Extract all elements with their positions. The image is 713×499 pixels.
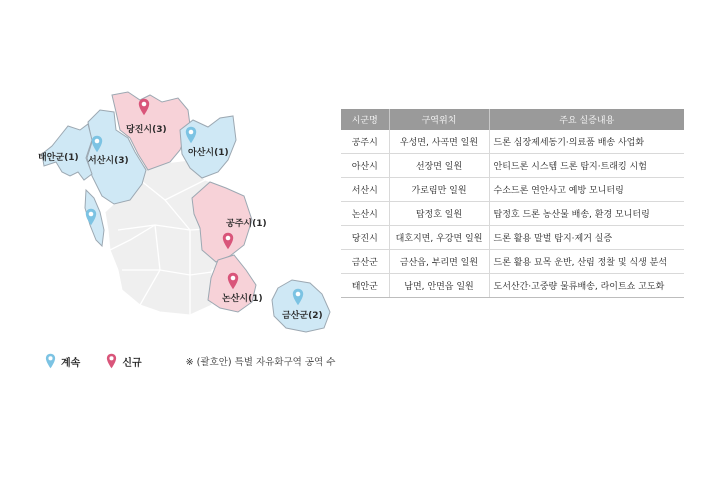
legend-note: ※ (괄호안) 특별 자유화구역 공역 수 [185,357,336,368]
label-asan: 아산시(1) [188,148,229,158]
table-row [341,178,684,202]
label-geumsan: 금산군(2) [282,311,323,321]
cell-location: 대호지면, 우강면 일원 [389,226,489,250]
new-pin-icon [106,353,117,369]
cell-location: 탑정호 일원 [389,202,489,226]
cell-city: 논산시 [341,202,389,226]
cell-content: 드론 활용 묘목 운반, 산림 정찰 및 식생 분석 [489,250,684,274]
table-row [341,130,684,154]
cell-content: 도서산간·고중량 물류배송, 라이트쇼 고도화 [489,274,684,298]
label-gongju: 공주시(1) [226,219,267,229]
legend-continuing [45,353,80,369]
cell-content: 드론 활용 말벌 탐지·제거 실증 [489,226,684,250]
label-taean: 태안군(1) [38,153,79,163]
continuing-pin-icon [45,353,56,369]
header-location: 구역위치 [389,109,489,130]
region-taean-north [42,124,92,180]
cell-city: 당진시 [341,226,389,250]
cell-location: 선장면 일원 [389,154,489,178]
table-row [341,202,684,226]
legend-continuing-label: 계속 [61,357,81,369]
map-legend [45,353,335,369]
table-row [341,250,684,274]
cell-content: 탑정호 드론 농산물 배송, 환경 모니터링 [489,202,684,226]
cell-city: 금산군 [341,250,389,274]
cell-content: 수소드론 연안사고 예방 모니터링 [489,178,684,202]
legend-new [106,353,141,369]
header-content: 주요 실증내용 [489,109,684,130]
region-geumsan [272,280,330,332]
chungnam-map [30,80,340,350]
cell-city: 아산시 [341,154,389,178]
cell-city: 태안군 [341,274,389,298]
cell-city: 공주시 [341,130,389,154]
cell-location: 우성면, 사곡면 일원 [389,130,489,154]
legend-new-label: 신규 [122,357,142,369]
cell-city: 서산시 [341,178,389,202]
table-header-row [341,109,684,130]
label-seosan: 서산시(3) [88,156,129,166]
table-row [341,154,684,178]
cell-location: 가로림만 일원 [389,178,489,202]
cell-location: 남면, 안면읍 일원 [389,274,489,298]
zone-table [341,109,684,298]
header-city: 시군명 [341,109,389,130]
table-row [341,274,684,298]
cell-content: 드론 심장제세동기·의료품 배송 사업화 [489,130,684,154]
cell-content: 안티드론 시스템 드론 탐지·트래킹 시험 [489,154,684,178]
label-dangjin: 당진시(3) [126,125,167,135]
table-row [341,226,684,250]
label-nonsan: 논산시(1) [222,294,263,304]
cell-location: 금산읍, 부리면 일원 [389,250,489,274]
